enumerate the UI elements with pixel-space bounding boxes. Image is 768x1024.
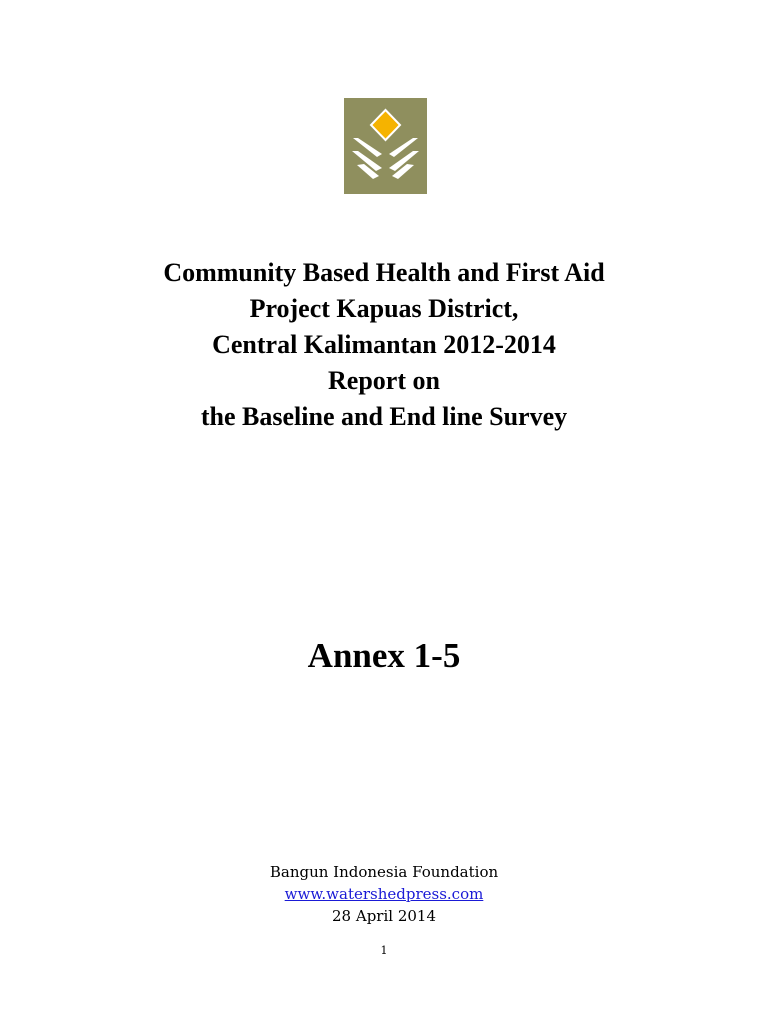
page-number: 1 (380, 944, 388, 957)
foundation-logo (344, 98, 427, 194)
publisher-block (0, 861, 768, 927)
title-line: Community Based Health and First Aid (163, 258, 605, 287)
report-title (0, 255, 768, 435)
organization-name: Bangun Indonesia Foundation (269, 863, 499, 881)
website-link[interactable]: www.watershedpress.com (284, 885, 484, 903)
title-line: Project Kapuas District, (249, 294, 519, 323)
title-line: Report on (328, 366, 440, 395)
foundation-logo-icon (344, 98, 427, 194)
title-line: the Baseline and End line Survey (200, 402, 568, 431)
annex-heading: Annex 1-5 (307, 636, 461, 675)
title-line: Central Kalimantan 2012-2014 (212, 330, 556, 359)
publication-date: 28 April 2014 (332, 907, 436, 925)
